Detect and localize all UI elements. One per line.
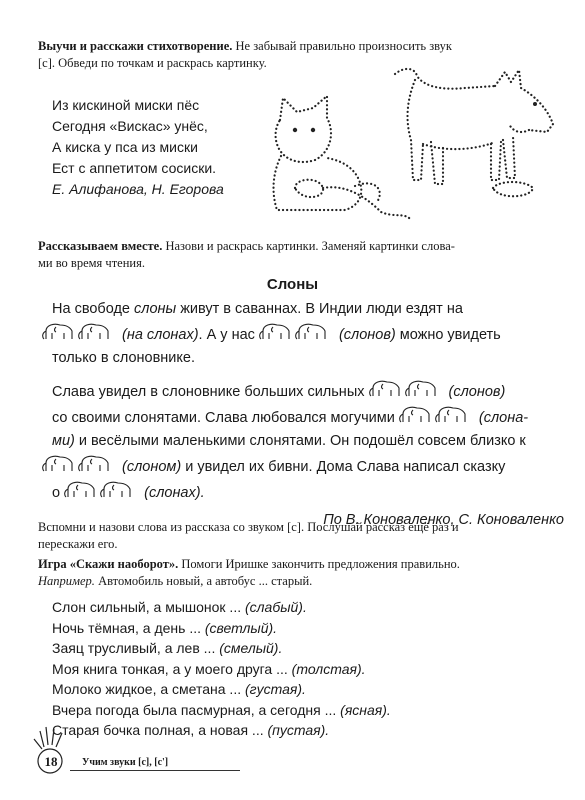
story-title: Слоны — [266, 276, 319, 293]
page-number: 18 — [44, 754, 58, 769]
elephants-icon — [64, 479, 140, 499]
cat-dog-illustration — [255, 60, 565, 230]
poem — [52, 95, 272, 200]
list-item: Вчера погода была пасмурная, а сегодня ... (ясная). — [52, 701, 391, 718]
elephants-icon — [42, 453, 118, 473]
poem-line: А киска у пса из миски — [52, 139, 198, 155]
elephants-icon — [369, 378, 445, 398]
list-item: Заяц трусливый, а лев ... (смелый). — [52, 640, 283, 656]
footer-rule — [70, 770, 240, 771]
poem-line: Из кискиной миски пёс — [52, 97, 200, 113]
instruction-game: Игра «Скажи наоборот». Помоги Иришке закончить предложения правильно. Например. Автомобиль новый, а автобус ... старый. — [38, 557, 460, 588]
instruction-bold: Выучи и расскажи стихотворение. — [38, 39, 233, 53]
instruction-poem: Выучи и расскажи стихотворение. Не забывай правильно произносить звук [с]. Обведи по точкам и раскрась картинку. — [38, 39, 452, 70]
list-item: Слон сильный, а мышонок ... (слабый). — [52, 599, 307, 615]
elephants-icon — [399, 404, 475, 424]
poem-author: Е. Алифанова, Н. Егорова — [52, 181, 224, 197]
list-item: Ночь тёмная, а день ... (светлый). — [52, 619, 278, 636]
poem-line: Сегодня «Вискас» унёс, — [52, 118, 208, 134]
story-body: На свободе слоны живут в саваннах. В Индии люди ездят на (на слонах). А у нас (слонов) можно увидеть только в слоновнике. Слава увидел в слоновнике больших сильных (слонов) со своими слонятами. Слава любовался могучими (слона- ми) и весёлыми маленькими слонятами. Он подошёл совсем близко к (слоном) и увидел их бивни. Дома Слава написал сказку о (слонах). По В. Коноваленко, С. Коноваленко — [52, 298, 572, 532]
elephants-icon — [42, 321, 118, 341]
exercise-list — [52, 597, 552, 741]
story-author: По В. Коноваленко, С. Коноваленко — [323, 512, 564, 528]
poem-line: Ест с аппетитом сосиски. — [52, 160, 217, 176]
running-title: Учим звуки [с], [с'] — [82, 757, 169, 768]
instruction-retell: Вспомни и назови слова из рассказа со звуком [с]. Послушай рассказ ещё раз и перескажи его. — [38, 520, 459, 551]
list-item: Молоко жидкое, а сметана ... (густая). — [52, 681, 306, 697]
instruction-story: Рассказываем вместе. Назови и раскрась картинки. Заменяй картинки слова- ми во время чтения. — [38, 239, 455, 270]
list-item: Старая бочка полная, а новая ... (пустая). — [52, 722, 330, 738]
list-item: Моя книга тонкая, а у моего друга ... (толстая). — [52, 660, 366, 677]
elephants-icon — [259, 321, 335, 341]
